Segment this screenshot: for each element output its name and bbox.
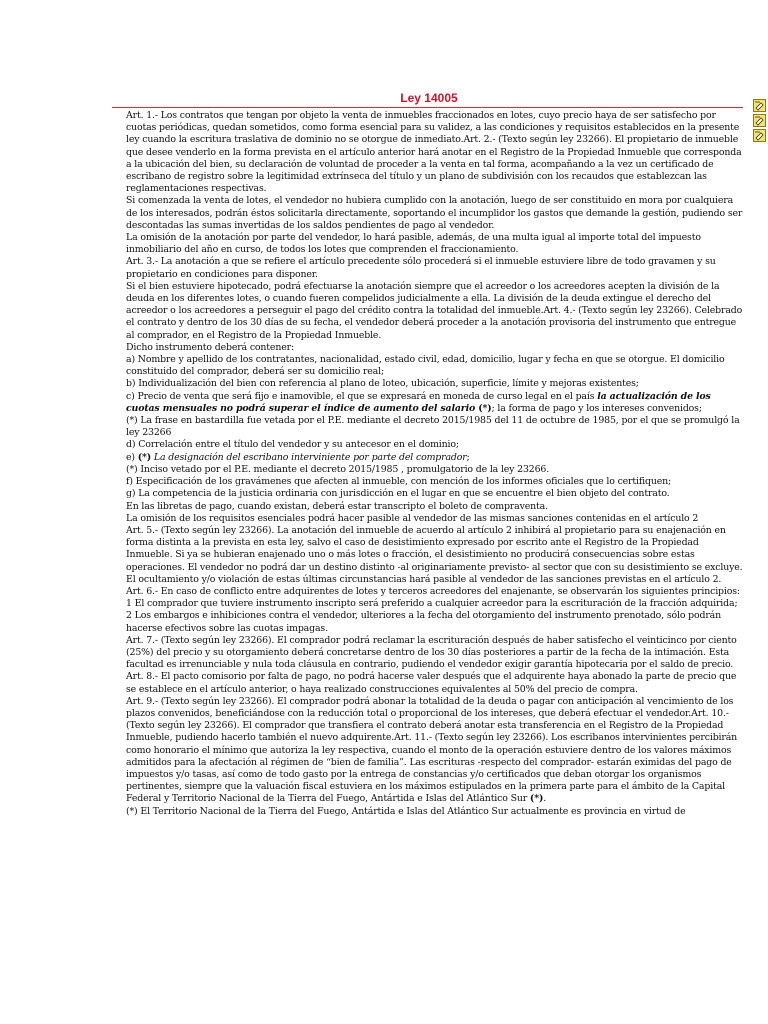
page-edit-icon[interactable] <box>753 129 766 142</box>
paragraph: Art. 6.- En caso de conflicto entre adquirentes de lotes y terceros acreedores del enajenante, se observarán los siguientes principios: <box>126 585 740 597</box>
paragraph: a) Nombre y apellido de los contratantes, nacionalidad, estado civil, edad, domicilio, lugar y fecha en que se otorgue. El domicilio constituido del comprador, deberá ser su domicilio real; <box>126 354 725 378</box>
title-divider <box>112 107 743 108</box>
footnote-mark: (*) <box>529 793 544 805</box>
paragraph: 2 Los embargos e inhibiciones contra el vendedor, ulteriores a la fecha del otorgamiento del instrumento prenotado, sólo podrán hacerse efectivos sobre las cuotas impagas. <box>126 610 722 634</box>
footnote-mark: (*) <box>137 451 152 463</box>
paragraph-c <box>126 391 744 415</box>
text: e) <box>126 451 138 463</box>
paragraph: Art. 7.- (Texto según ley 23266). El comprador podrá reclamar la escrituración después de haber satisfecho el veinticinco por ciento (25%) del precio y su otorgamiento deberá concretarse dentro de los 30 días posteriores a partir de la fecha de la intimación. Esta facultad es irrenunciable y nula toda cláusula en contrario, pudiendo el vendedor exigir garantía hipotecaria por el saldo de precio. <box>126 634 737 671</box>
paragraph: (*) Inciso vetado por el P.E. mediante el decreto 2015/1985 , promulgatorio de la ley 23266. <box>126 463 550 475</box>
paragraph: Si comenzada la venta de lotes, el vendedor no hubiera cumplido con la anotación, luego de ser constituido en mora por cualquiera de los interesados, podrán éstos solicitarla directamente, soportando el incumplidor los gastos que demande la gestión, pudiendo ser descontadas las sumas invertidas de los saldos pendientes de pago al vendedor. <box>126 195 743 231</box>
footnote: (*) El Territorio Nacional de la Tierra del Fuego, Antártida e Islas del Atlántico Sur actualmente es provincia en virtud de <box>126 805 686 817</box>
text: ; <box>466 451 470 463</box>
paragraph: Art. 8.- El pacto comisorio por falta de pago, no podrá hacerse valer después que el adquirente haya abonado la parte de precio que se establece en el artículo anterior, o haya realizado construcciones equivalentes al 50% del precio de compra. <box>126 671 737 695</box>
paragraph: Dicho instrumento deberá contener: <box>126 341 294 353</box>
text: c) Precio de venta que será fijo e inamovible, el que se expresará en moneda de curso legal en el país <box>126 390 598 402</box>
paragraph: En las libretas de pago, cuando existan, deberá estar transcripto el boleto de compraventa. <box>126 500 548 512</box>
paragraph: 1 El comprador que tuviere instrumento inscripto será preferido a cualquier acreedor para la escrituración de la fracción adquirida; <box>126 598 738 610</box>
paragraph: La omisión de la anotación por parte del vendedor, lo hará pasible, además, de una multa igual al importe total del impuesto inmobiliario del año en curso, de todos los lotes que comprenden el fraccionamiento. <box>126 232 701 256</box>
paragraph: d) Correlación entre el título del vendedor y su antecesor en el dominio; <box>126 439 459 451</box>
paragraph: La omisión de los requisitos esenciales podrá hacer pasible al vendedor de las mismas sanciones contenidas en el artículo 2 <box>126 512 699 524</box>
paragraph: b) Individualización del bien con referencia al plano de loteo, ubicación, superficie, límite y mejoras existentes; <box>126 378 639 390</box>
paragraph: f) Especificación de los gravámenes que afecten al inmueble, con mención de los informes oficiales que lo certifiquen; <box>126 476 672 488</box>
paragraph: g) La competencia de la justicia ordinaria con jurisdicción en el lugar en que se encuentre el bien objeto del contrato. <box>126 488 670 500</box>
text: Art. 9.- (Texto según ley 23266). El comprador podrá abonar la totalidad de la deuda o pagar con anticipación al vencimiento de los plazos convenidos, beneficiándose con la reducción total o proporcional de los intereses, que deberá efectuar el vendedor.Art. 10.- (Texto según ley 23266). El comprador que transfiera el contrato deberá anotar esta transferencia en el Registro de la Propiedad Inmueble, pudiendo hacerlo también el nuevo adquirente.Art. 11.- (Texto según ley 23266). Los escribanos intervinientes percibirán como honorario el mínimo que autoriza la ley respectiva, cuando el monto de la operación estuviere dentro de los valores máximos admitidos para la afectación al régimen de “bien de familia”. Las escrituras -respecto del comprador- estarán eximidas del pago de impuestos y/o tasas, así como de todo gasto por la entrega de constancias y/o certificados que deban otorgar los organismos pertinentes, siempre que la valuación fiscal estuviera en los máximos estipulados en la primera parte para el ámbito de la Capital Federal y Territorio Nacional de la Tierra del Fuego, Antártida e Islas del Atlántico Sur <box>126 695 738 805</box>
page-edit-icon[interactable] <box>753 99 766 112</box>
paragraph: Si el bien estuviere hipotecado, podrá efectuarse la anotación siempre que el acreedor o los acreedores acepten la división de la deuda en los diferentes lotes, o cuando fueren compelidos judicialmente a ella. La división de la deuda extingue el derecho del acreedor o los acreedores a perseguir el pago del crédito contra la totalidad del inmueble.Art. 4.- (Texto según ley 23266). Celebrado el contrato y dentro de los 30 días de su fecha, el vendedor deberá proceder a la anotación provisoria del instrumento que entregue al comprador, en el Registro de la Propiedad Inmueble. <box>126 280 743 341</box>
vetoed-phrase: la actualización de los cuotas mensuales no podrá superar el índice de aumento del salario <box>126 390 711 414</box>
vetoed-phrase: La designación del escribano interviniente por parte del comprador <box>151 451 467 463</box>
footnote: (*) La frase en bastardilla fue vetada por el P.E. mediante el decreto 2015/1985 del 11 de octubre de 1985, por el que se promulgó la ley 23266 <box>126 415 740 439</box>
footnote-mark: (*) <box>475 402 492 414</box>
paragraph-9 <box>126 696 744 806</box>
side-toolbar <box>753 99 768 144</box>
text: . <box>543 793 547 805</box>
paragraph: Art. 5.- (Texto según ley 23266). La anotación del inmueble de acuerdo al artículo 2 inhibirá al propietario para su enajenación en forma distinta a la prevista en esta ley, salvo el caso de desistimiento expresado por escrito ante el Registro de la Propiedad Inmueble. Si ya se hubieran enajenado uno o más lotes o fracción, el desistimiento no producirá consecuencias sobre estas operaciones. El vendedor no podrá dar un destino distinto -al originariamente previsto- al sector que con su desistimiento se excluye. <box>126 524 743 573</box>
page-edit-icon[interactable] <box>753 114 766 127</box>
paragraph-e <box>126 452 744 464</box>
paragraph: Art. 3.- La anotación a que se refiere el artículo precedente sólo procederá si el inmueble estuviere libre de todo gravamen y su propietario en condiciones para disponer. <box>126 256 716 280</box>
text: ; la forma de pago y los intereses convenidos; <box>491 402 702 414</box>
paragraph: Art. 1.- Los contratos que tengan por objeto la venta de inmuebles fraccionados en lotes, cuyo precio haya de ser satisfecho por cuotas periódicas, quedan sometidos, como forma esencial para su validez, a las condiciones y requisitos establecidos en la presente ley cuando la escritura traslativa de dominio no se otorgue de inmediato.Art. 2.- (Texto según ley 23266). El propietario de inmueble que desee venderlo en la forma prevista en el artículo anterior hará anotar en el Registro de la Propiedad Inmueble que corresponda a la ubicación del bien, su declaración de voluntad de proceder a la venta en tal forma, acompañando a la vez un certificado de escribano de registro sobre la legitimidad extrínseca del título y un plano de subdivisión con los recaudos que establezcan las reglamentaciones respectivas. <box>126 110 742 195</box>
document-body <box>126 110 744 818</box>
document-title: Ley 14005 <box>400 91 458 105</box>
paragraph: El ocultamiento y/o violación de estas últimas circunstancias hará pasible al vendedor de las sanciones previstas en el artículo 2. <box>126 573 722 585</box>
